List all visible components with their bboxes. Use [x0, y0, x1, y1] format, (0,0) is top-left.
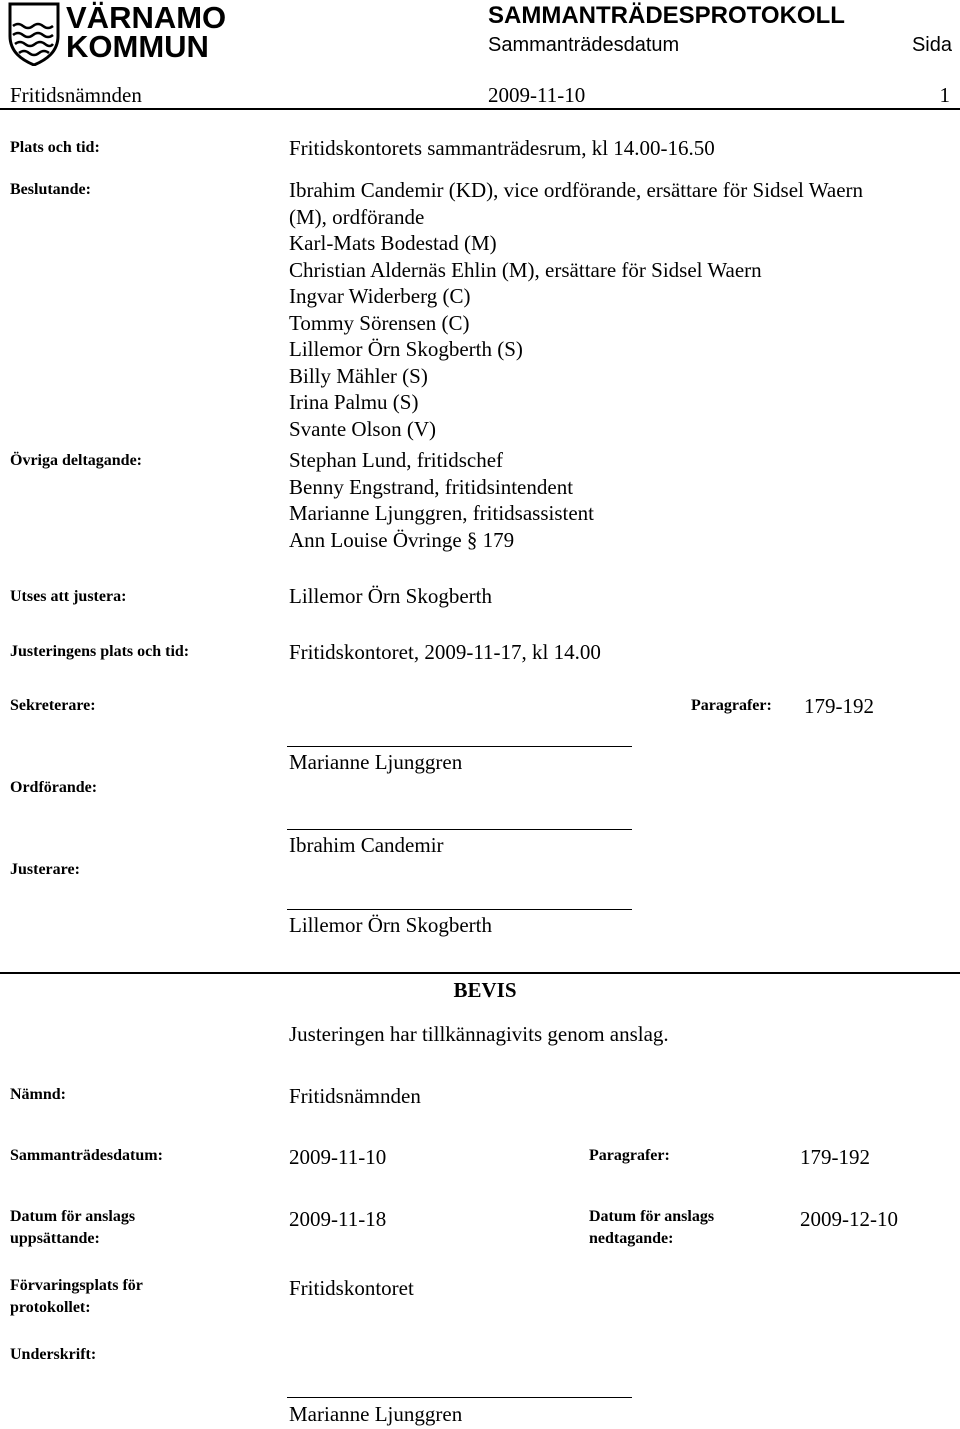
document-title: SAMMANTRÄDESPROTOKOLL — [488, 2, 845, 29]
list-item: Marianne Ljunggren, fritidsassistent — [289, 501, 595, 525]
list-item: Svante Olson (V) — [289, 416, 436, 441]
place-value: Fritidskontorets sammanträdesrum, kl 14.00-16.50 — [289, 136, 715, 160]
removed-date-label-line2: nedtagande: — [589, 1230, 674, 1247]
adjuster-label: Justerare: — [10, 861, 80, 878]
list-item: Christian Aldernäs Ehlin (M), ersättare för Sidsel Waern — [289, 257, 762, 282]
date-column-label: Sammanträdesdatum — [488, 34, 680, 56]
removed-date-label — [589, 1206, 714, 1250]
others-label: Övriga deltagande: — [10, 452, 142, 469]
adjuster-signature-line — [287, 909, 632, 910]
certificate-divider — [0, 972, 960, 974]
varnamo-coat-of-arms-logo — [6, 2, 62, 66]
certificate-title: BEVIS — [453, 978, 517, 1002]
final-signature-name: Marianne Ljunggren — [289, 1402, 463, 1426]
storage-label-line1: Förvaringsplats för — [10, 1277, 143, 1294]
storage-label-line2: protokollet: — [10, 1299, 91, 1316]
deciding-label: Beslutande: — [10, 181, 91, 198]
posted-date-value: 2009-11-18 — [289, 1207, 387, 1231]
adjuster-name: Lillemor Örn Skogberth — [289, 913, 492, 937]
secretary-name: Marianne Ljunggren — [289, 750, 463, 774]
list-item: Stephan Lund, fritidschef — [289, 448, 504, 472]
list-item: Irina Palmu (S) — [289, 390, 419, 414]
list-item: Tommy Sörensen (C) — [289, 310, 470, 335]
adjuster-appointed-value: Lillemor Örn Skogberth — [289, 584, 492, 608]
storage-value: Fritidskontoret — [289, 1276, 414, 1300]
header-divider — [0, 108, 960, 110]
header-date: 2009-11-10 — [488, 83, 586, 107]
adjustment-place-label: Justeringens plats och tid: — [10, 643, 190, 660]
list-item: Benny Engstrand, fritidsintendent — [289, 474, 574, 499]
paragraphs-value: 179-192 — [804, 694, 874, 718]
list-item: Ann Louise Övringe § 179 — [289, 527, 515, 552]
deciding-members-list — [289, 177, 863, 442]
board-value: Fritidsnämnden — [289, 1084, 421, 1108]
place-label: Plats och tid: — [10, 139, 100, 156]
secretary-label: Sekreterare: — [10, 697, 96, 714]
final-signature-line — [287, 1397, 632, 1398]
secretary-signature-line — [287, 746, 632, 747]
meeting-date-label: Sammanträdesdatum: — [10, 1147, 163, 1164]
meeting-date-value: 2009-11-10 — [289, 1145, 387, 1169]
chair-label: Ordförande: — [10, 779, 98, 796]
header-committee: Fritidsnämnden — [10, 83, 142, 107]
posted-date-label — [10, 1206, 135, 1250]
removed-date-value: 2009-12-10 — [800, 1207, 898, 1231]
logo-text-varnamo: VÄRNAMO — [66, 0, 227, 35]
page-column-label: Sida — [911, 34, 952, 56]
adjuster-appointed-label: Utses att justera: — [10, 588, 127, 605]
removed-date-label-line1: Datum för anslags — [589, 1208, 715, 1225]
list-item: Ibrahim Candemir (KD), vice ordförande, ersättare för Sidsel Waern — [289, 178, 864, 202]
storage-label — [10, 1275, 143, 1319]
logo-text-kommun: KOMMUN — [66, 29, 209, 64]
header-page-number: 1 — [939, 83, 950, 107]
list-item: Ingvar Widerberg (C) — [289, 284, 471, 308]
certificate-paragraphs-value: 179-192 — [800, 1145, 870, 1169]
certificate-paragraphs-label: Paragrafer: — [589, 1147, 670, 1164]
list-item: Karl-Mats Bodestad (M) — [289, 231, 497, 255]
paragraphs-label: Paragrafer: — [691, 697, 772, 714]
list-item: Lillemor Örn Skogberth (S) — [289, 337, 523, 361]
board-label: Nämnd: — [10, 1086, 67, 1103]
list-item: Billy Mähler (S) — [289, 363, 428, 388]
signature-label: Underskrift: — [10, 1346, 97, 1363]
adjustment-place-value: Fritidskontoret, 2009-11-17, kl 14.00 — [289, 640, 601, 664]
list-item: (M), ordförande — [289, 204, 425, 229]
chair-name: Ibrahim Candemir — [289, 833, 444, 857]
chair-signature-line — [287, 829, 632, 830]
posted-date-label-line1: Datum för anslags — [10, 1208, 136, 1225]
other-participants-list — [289, 447, 594, 553]
certificate-statement: Justeringen har tillkännagivits genom anslag. — [289, 1022, 669, 1046]
posted-date-label-line2: uppsättande: — [10, 1230, 100, 1247]
